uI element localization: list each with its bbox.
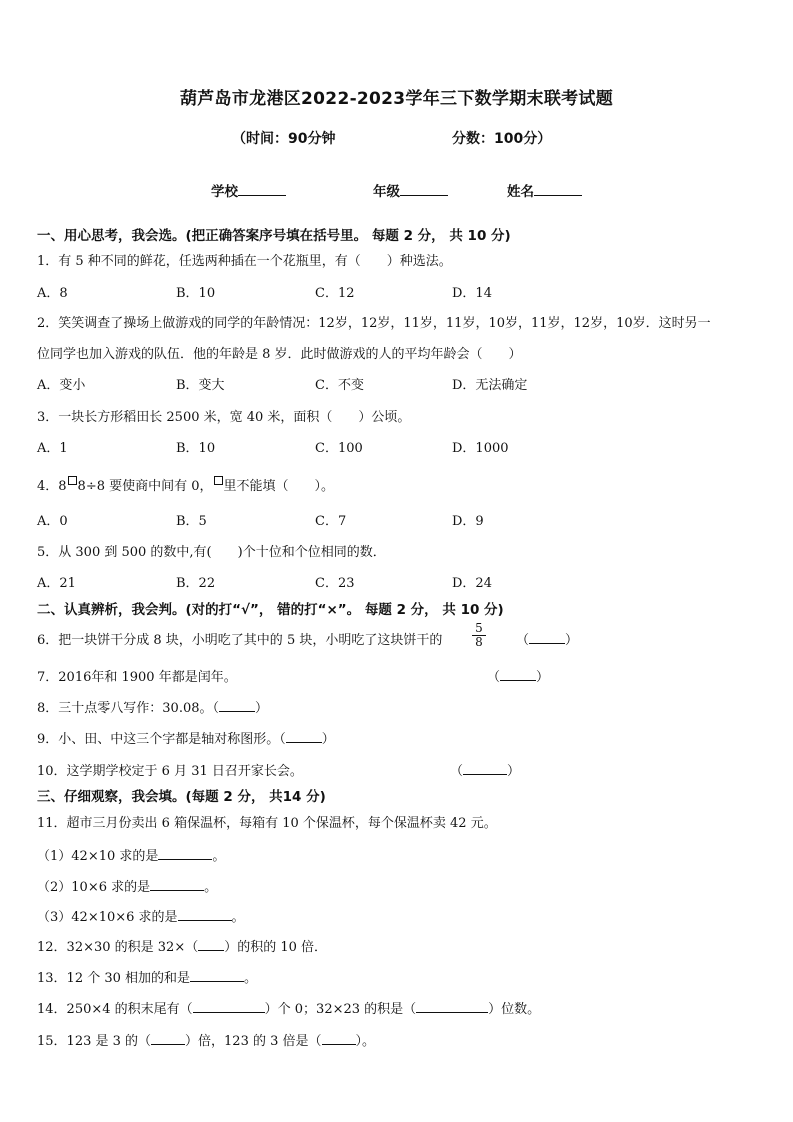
fraction-numerator: 5: [472, 622, 486, 636]
question-13: 13．12 个 30 相加的和是 。: [37, 967, 257, 986]
fraction-five-eighths: [472, 622, 486, 649]
school-label: 学校: [211, 184, 238, 200]
q4-option-b[interactable]: B．5: [176, 514, 207, 529]
q1-option-c[interactable]: C．12: [315, 286, 355, 301]
question-10: 10．这学期学校定于 6 月 31 日召开家长会。: [37, 764, 303, 779]
q10-answer-blank[interactable]: （ ）: [450, 760, 520, 779]
q5-option-d[interactable]: D．24: [452, 576, 492, 591]
q4-suffix: 里不能填（ ）。: [223, 479, 335, 494]
q6-answer-blank[interactable]: （ ）: [516, 629, 578, 648]
q4-option-c[interactable]: C．7: [315, 514, 347, 529]
q15-blank-2[interactable]: [322, 1031, 356, 1045]
question-9: 9．小、田、中这三个字都是轴对称图形。（ ）: [37, 728, 335, 747]
question-3: 3．一块长方形稻田长 2500 米，宽 40 米，面积（ ）公顷。: [37, 410, 411, 425]
q9-answer-blank[interactable]: （ ）: [279, 732, 335, 747]
q12-blank[interactable]: [198, 937, 224, 951]
blank-box-icon: [214, 476, 223, 485]
grade-field[interactable]: [373, 180, 448, 200]
question-12: 12．32×30 的积是 32×（ ）的积的 10 倍．: [37, 936, 327, 955]
school-field[interactable]: [211, 180, 286, 200]
q4-option-a[interactable]: A．0: [37, 514, 68, 529]
q3-option-d[interactable]: D．1000: [452, 441, 509, 456]
school-blank[interactable]: [238, 181, 286, 196]
q7-answer-blank[interactable]: （ ）: [487, 666, 549, 685]
q2-option-d[interactable]: D．无法确定: [452, 378, 528, 393]
question-2-line-1: 2．笑笑调查了操场上做游戏的同学的年龄情况：12岁，12岁，11岁，11岁，10岁，11岁，12岁，10岁．这时另一: [37, 316, 711, 331]
q1-option-a[interactable]: A．8: [37, 286, 68, 301]
section-1-heading: 一、用心思考，我会选。(把正确答案序号填在括号里。 每题 2 分， 共 10 分): [37, 228, 511, 244]
q2-option-a[interactable]: A．变小: [37, 378, 86, 393]
question-6: 6．把一块饼干分成 8 块，小明吃了其中的 5 块，小明吃了这块饼干的: [37, 633, 443, 648]
q5-option-c[interactable]: C．23: [315, 576, 355, 591]
question-4: [37, 475, 334, 494]
name-blank[interactable]: [534, 181, 582, 196]
q14-blank-1[interactable]: [193, 999, 265, 1013]
question-15: 15．123 是 3 的（ ）倍，123 的 3 倍是（ ）。: [37, 1030, 375, 1049]
q13-blank[interactable]: [190, 968, 244, 982]
q4-prefix: 4．8: [37, 479, 67, 494]
exam-score: 分数：100分）: [452, 131, 552, 147]
question-8: 8．三十点零八写作：30.08。（ ）: [37, 697, 268, 716]
q4-middle: 8÷8 要使商中间有 0，: [77, 479, 213, 494]
q11-part-3: （3）42×10×6 求的是 。: [37, 906, 245, 925]
q5-option-b[interactable]: B．22: [176, 576, 216, 591]
grade-blank[interactable]: [400, 181, 448, 196]
q14-blank-2[interactable]: [416, 999, 488, 1013]
q2-option-c[interactable]: C．不变: [315, 378, 364, 393]
q5-option-a[interactable]: A．21: [37, 576, 76, 591]
exam-time: （时间：90分钟: [232, 131, 336, 147]
blank-box-icon: [68, 476, 77, 485]
q11-part-1-blank[interactable]: [158, 846, 212, 860]
question-1: 1．有 5 种不同的鲜花，任选两种插在一个花瓶里，有（ ）种选法。: [37, 254, 452, 269]
name-field[interactable]: [507, 180, 582, 200]
name-label: 姓名: [507, 184, 534, 200]
q11-part-1: （1）42×10 求的是 。: [37, 845, 225, 864]
q8-answer-blank[interactable]: （ ）: [213, 701, 269, 716]
q1-option-d[interactable]: D．14: [452, 286, 492, 301]
question-11: 11．超市三月份卖出 6 箱保温杯，每箱有 10 个保温杯，每个保温杯卖 42 元。: [37, 816, 497, 831]
q11-part-2-blank[interactable]: [150, 877, 204, 891]
q15-blank-1[interactable]: [151, 1031, 185, 1045]
question-14: 14．250×4 的积末尾有（ ）个 0；32×23 的积是（ ）位数。: [37, 998, 540, 1017]
q3-option-a[interactable]: A．1: [37, 441, 68, 456]
q3-option-b[interactable]: B．10: [176, 441, 216, 456]
question-2-line-2: 位同学也加入游戏的队伍．他的年龄是 8 岁．此时做游戏的人的平均年龄会（ ）: [37, 347, 522, 362]
fraction-denominator: 8: [475, 635, 483, 649]
q11-part-2: （2）10×6 求的是 。: [37, 876, 217, 895]
section-2-heading: 二、认真辨析，我会判。(对的打“√”， 错的打“×”。 每题 2 分， 共 10 分): [37, 602, 504, 618]
q4-option-d[interactable]: D．9: [452, 514, 484, 529]
question-5: 5．从 300 到 500 的数中,有( )个十位和个位相同的数．: [37, 545, 386, 560]
q2-option-b[interactable]: B．变大: [176, 378, 225, 393]
section-3-heading: 三、仔细观察，我会填。(每题 2 分， 共14 分): [37, 789, 326, 805]
q1-option-b[interactable]: B．10: [176, 286, 216, 301]
q3-option-c[interactable]: C．100: [315, 441, 363, 456]
grade-label: 年级: [373, 184, 400, 200]
page-title: 葫芦岛市龙港区2022-2023学年三下数学期末联考试题: [179, 89, 614, 109]
q11-part-3-blank[interactable]: [178, 907, 232, 921]
question-7: 7．2016年和 1900 年都是闰年。: [37, 670, 237, 685]
